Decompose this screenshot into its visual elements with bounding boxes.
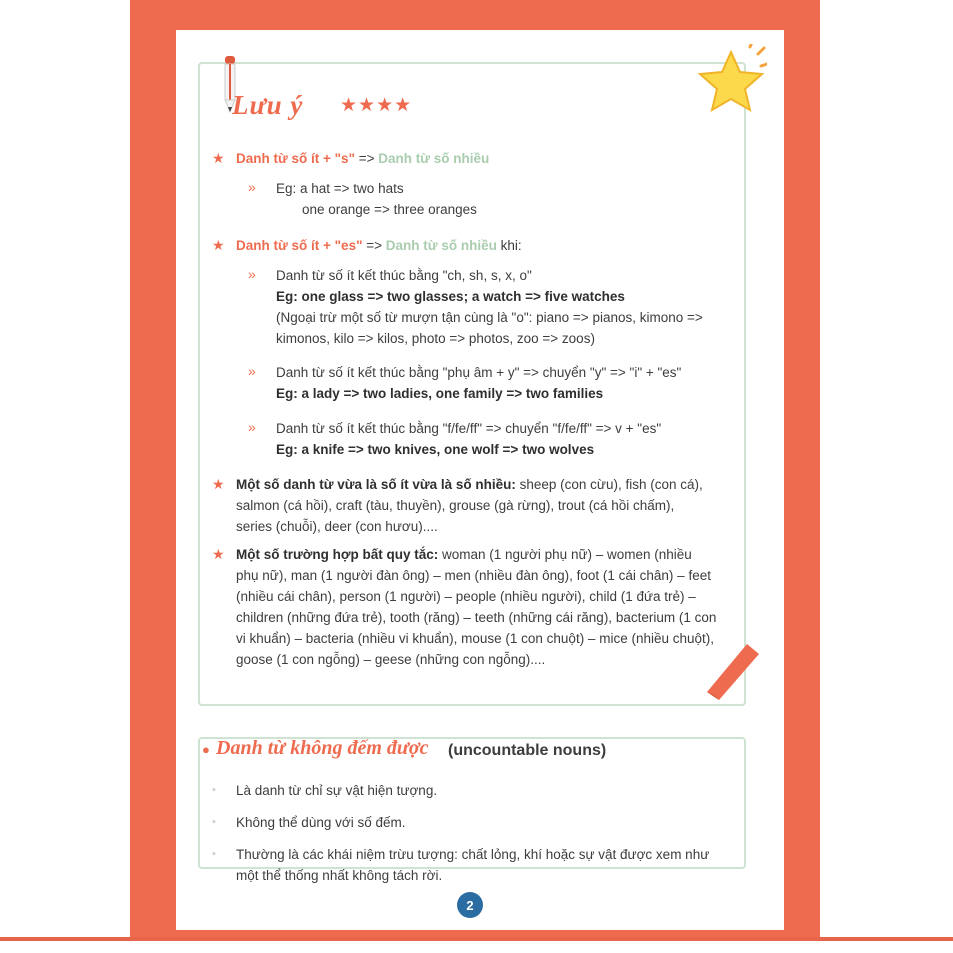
note-rule-es-sub-1 (248, 265, 718, 349)
uncountable-item-2 (212, 812, 712, 833)
bottom-rule (0, 937, 953, 941)
rule-s-eg-1: Eg: a hat => two hats (276, 181, 404, 196)
uncountable-text-1: Là danh từ chỉ sự vật hiện tượng. (236, 783, 438, 798)
chevron-bullet-icon: » (248, 419, 256, 435)
rule-s-arrow: => (358, 151, 375, 166)
rule-s-head-a: Danh từ số ít + "s" (236, 151, 355, 166)
note-same-sing-plural (212, 474, 712, 537)
sub1-line: Danh từ số ít kết thúc bằng "ch, sh, s, x, o" (276, 268, 532, 283)
rule-es-head-tail: khi: (500, 238, 522, 253)
rule-es-head-b: Danh từ số nhiều (385, 238, 497, 253)
rule-s-head-b: Danh từ số nhiều (378, 151, 490, 166)
star-bullet-icon: ★ (212, 150, 225, 166)
star-bullet-icon: ★ (212, 237, 225, 253)
rule-es-arrow: => (366, 238, 383, 253)
note-rule-es-sub-3 (248, 418, 718, 460)
note-rule-s-examples (248, 178, 708, 220)
note-rule-s (212, 148, 712, 169)
sub1-eg: Eg: one glass => two glasses; a watch => five watches (276, 289, 625, 304)
title-stars: ★★★★ (340, 95, 413, 116)
dot-bullet-icon: ▪ (212, 784, 216, 796)
note-irregular (212, 544, 717, 670)
dot-bullet-icon: ▪ (212, 848, 216, 860)
sub2-eg: Eg: a lady => two ladies, one family => two families (276, 386, 604, 401)
note-rule-es (212, 235, 712, 256)
sub1-paren: (Ngoại trừ một số từ mượn tận cùng là "o": piano => pianos, kimono => kimonos, kilo => kilos, photo => photos, zoo => zoos) (276, 310, 703, 346)
chevron-bullet-icon: » (248, 363, 256, 379)
bottom-margin (0, 944, 953, 953)
uncountable-item-1 (212, 780, 712, 801)
sub3-line: Danh từ số ít kết thúc bằng "f/fe/ff" => chuyển "f/fe/ff" => v + "es" (276, 421, 662, 436)
page-title: Lưu ý (232, 90, 304, 120)
rule-es-head-a: Danh từ số ít + "es" (236, 238, 363, 253)
chevron-bullet-icon: » (248, 179, 256, 195)
irregular-body: woman (1 người phụ nữ) – women (nhiều phụ nữ), man (1 người đàn ông) – men (nhiều đàn ông), foot (1 cái chân) – feet (nhiều cái chân), person (1 người) – people (nhiều người), child (1 đứa trẻ) – children (những đứa trẻ), tooth (răng) – teeth (những cái răng), bacterium (1 con vi khuẩn) – bacteria (nhiều vi khuẩn), mouse (1 con chuột) – mice (nhiều chuột), goose (1 con ngỗng) – geese (những con ngỗng).... (236, 547, 717, 667)
same-lead: Một số danh từ vừa là số ít vừa là số nhiều: (236, 477, 516, 492)
page-number-badge: 2 (457, 892, 483, 918)
uncountable-item-3 (212, 844, 717, 886)
section-bullet-icon: ● (202, 742, 210, 757)
dot-bullet-icon: ▪ (212, 816, 216, 828)
sub3-eg: Eg: a knife => two knives, one wolf => two wolves (276, 442, 595, 457)
same-body: sheep (con cừu), fish (con cá), salmon (cá hồi), craft (tàu, thuyền), grouse (gà rừng), trout (cá hồi chấm), series (chuỗi), deer (con hươu).... (236, 477, 703, 534)
section2-note: (uncountable nouns) (448, 742, 607, 759)
rule-s-eg-2: one orange => three oranges (302, 202, 477, 217)
sub2-line: Danh từ số ít kết thúc bằng "phụ âm + y" => chuyển "y" => "i" + "es" (276, 365, 682, 380)
section2-title: Danh từ không đếm được (216, 737, 429, 759)
note-rule-es-sub-2 (248, 362, 718, 404)
uncountable-text-3: Thường là các khái niệm trừu tượng: chất lỏng, khí hoặc sự vật được xem như một thể thống nhất không tách rời. (236, 847, 710, 883)
star-burst-icon (695, 44, 767, 116)
chevron-bullet-icon: » (248, 266, 256, 282)
star-bullet-icon: ★ (212, 546, 225, 562)
star-bullet-icon: ★ (212, 476, 225, 492)
uncountable-text-2: Không thể dùng với số đếm. (236, 815, 406, 830)
page-content (176, 30, 784, 930)
irregular-lead: Một số trường hợp bất quy tắc: (236, 547, 439, 562)
